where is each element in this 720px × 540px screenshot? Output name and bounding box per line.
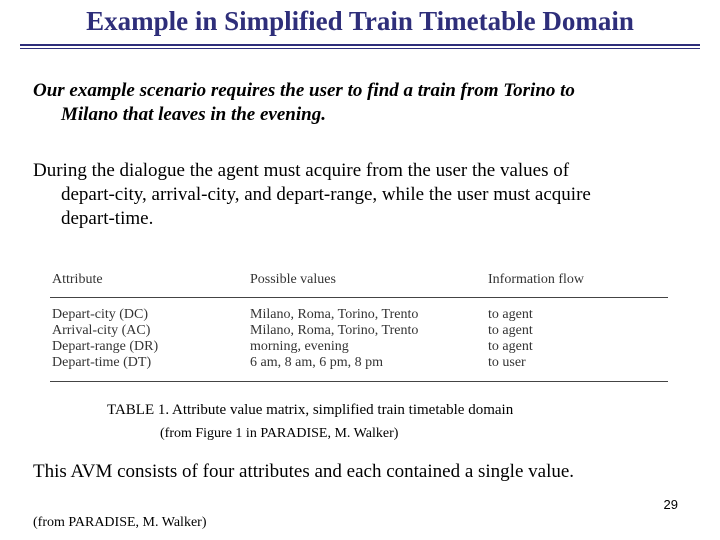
cell-attribute: Depart-range (DR) <box>52 339 159 354</box>
cell-attribute: Depart-time (DT) <box>52 355 152 370</box>
cell-values: Milano, Roma, Torino, Trento <box>250 323 419 338</box>
table-header-rule <box>50 297 668 298</box>
table-caption: TABLE 1. Attribute value matrix, simplified train timetable domain <box>107 402 514 418</box>
header-possible-values: Possible values <box>250 272 336 287</box>
table-row <box>50 323 670 339</box>
scenario-line-2: Milano that leaves in the evening. <box>61 104 326 125</box>
footer-source: (from PARADISE, M. Walker) <box>33 515 207 530</box>
cell-values: morning, evening <box>250 339 349 354</box>
dialogue-line-1: During the dialogue the agent must acquire from the user the values of <box>33 160 570 181</box>
cell-flow: to agent <box>488 323 533 338</box>
dialogue-line-2: depart-city, arrival-city, and depart-range, while the user must acquire <box>61 184 591 205</box>
table-row <box>50 355 670 371</box>
cell-flow: to user <box>488 355 526 370</box>
cell-values: Milano, Roma, Torino, Trento <box>250 307 419 322</box>
scenario-paragraph <box>33 79 693 127</box>
table-row <box>50 339 670 355</box>
header-attribute: Attribute <box>52 272 103 287</box>
cell-attribute: Arrival-city (AC) <box>52 323 151 338</box>
header-information-flow: Information flow <box>488 272 585 287</box>
page-number: 29 <box>663 497 678 512</box>
scenario-line-1: Our example scenario requires the user to find a train from Torino to <box>33 80 575 101</box>
cell-flow: to agent <box>488 307 533 322</box>
summary-text: This AVM consists of four attributes and each contained a single value. <box>33 461 575 482</box>
dialogue-line-3: depart-time. <box>61 208 154 229</box>
title-underline <box>20 44 700 46</box>
table-row <box>50 307 670 323</box>
table-header <box>50 272 670 292</box>
table-bottom-rule <box>50 381 668 382</box>
cell-attribute: Depart-city (DC) <box>52 307 149 322</box>
title-underline-thin <box>20 48 700 49</box>
cell-flow: to agent <box>488 339 533 354</box>
slide-title: Example in Simplified Train Timetable Domain <box>86 6 634 36</box>
cell-values: 6 am, 8 am, 6 pm, 8 pm <box>250 355 383 370</box>
dialogue-paragraph <box>33 159 693 231</box>
table-caption-source: (from Figure 1 in PARADISE, M. Walker) <box>160 426 399 441</box>
attribute-value-table <box>50 268 670 384</box>
